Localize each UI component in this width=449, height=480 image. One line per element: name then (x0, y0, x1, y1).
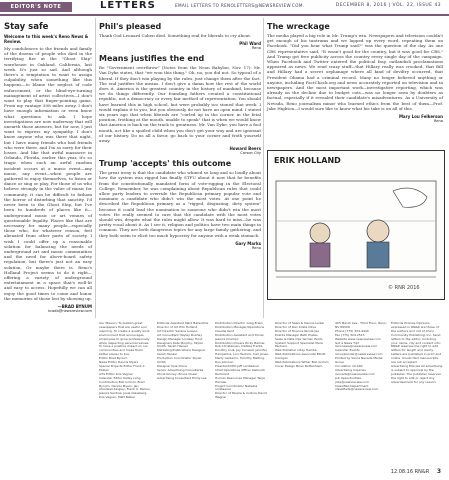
masthead-col: 405 Marsh Ave., Third Floor, Reno, NV 89509 Phone (775) 324-4440 Fax (775) 324-2515 Website www.newsreview.com Got a News Tip? renonews@newsreview.com Calendar Events renocalendar@newsreview.com Printed by Sierra Nevada Media Group Circulation 10,000 Advertising Inquiries renoads@newsreview.com Job Opportunities jobs@newsreview.com Classified Department classifieds@newsreview.com (335, 321, 387, 392)
editors-note-column (4, 22, 92, 313)
letter-author: Gary Marks (235, 240, 261, 246)
letter (99, 22, 261, 50)
page-header (0, 0, 449, 14)
letter-body: Thank God Leonard Cohen died. Something real for liberals to cry about. (99, 33, 252, 38)
letter-place: Reno (251, 46, 261, 51)
letter-body: The great irony is that the candidate who whined so long and so loudly about how the system was rigged has finally STFU about it now that he benefits from the constitutionally mandated form of vote-rigging in the Electoral College. Remember, he was complaining about Republican rules that could allow party leaders to override the Republican primary popular vote and nominate a candidate who didn't win the most votes. At one point he described the Republican primary as a "rigged, disgusting, dirty system" because it could lead the nomination to someone who didn't win the most votes. He really seemed to care that the candidate with the most votes should win, despite what the rules might allow. It was hard to miss—he was pretty vocal about it. As I see it, religion and politics have two main things in common. They are both dangerous topics for any large family gathering, and they both seem to elicit too much hypocrisy for anyone with a weak stomach. (99, 170, 261, 238)
letter-body: Re "Government overthrow" (Notes from the Neon Babylon, Nov. 17): Mr. Van Dyke states, that "we won this thing." Oh, no, you did not. So typical of a liberal. If they don't win playing by the rules, just change them after the fact. The end justifies the means. I don't give a damn how the rest of the world does it. America is the greatest country in the history of mankind, because we do things differently. Our founding fathers created a constitutional republic, not a democracy or every fair method of representation. You should have learned this in high school, but were probably too stoned that week. I would explain it to you, but you obviously do not have an open mind. I stated six years ago that when liberals are "curled up in the corner. in the fetal position, frothing at the mouth, unable to speak" that is when we would know that America is back on the track to greatness. Mr. Van Dyke, you have a fool mouth, act like a spoiled child when you don't get your way and are ignorant of our history. Do us all a favor, go back to your corner and froth yourself away. (99, 65, 261, 144)
masthead-col: Director of Sales & Dennis Leiker Director of Dev Krista Oliva Director of Finance Nicole Jae Events Manager Beth Prates Sales & Data Ops Yerman Pardo System Support Specialist Mara Pacheco Web Publisher Uday Hamba Web Publications Associate Elliott Carrigan Web Publications Writer Bob Grimm Cover Design Brian Bottenhiem (275, 321, 329, 368)
letter-headline: The wreckage (267, 22, 330, 31)
letter-place: Reno (433, 119, 443, 124)
letter (99, 159, 261, 250)
letter-author: Phil Ward (239, 41, 261, 47)
editor-body: My condolences to the friends and family of the dozens of people who died in the terrifying fire at the "Ghost Ship" warehouse in Oakland, California, last week. It's just so sad. And although there's a temptation to want to assign culpability, when something like this happens—to blame the neglect of code enforcement, or the blind-eye-turning management of artist collectives—I don't want to play that finger-pointing game. From my vantage 308 miles away, I don't have enough information or even know what questions to ask. I hope investigations are now underway that will unearth those answers, but for now, I just want to express my sympathy. I don't know anyone who was there that night, but I have many friends who had friends who were there, and I'm so sorry for their losses. And like that awful massacre in Orlando, Florida, earlier this year, it's so tragic when such an awful random incident occurs at a music event—any music, any event—when people are gathered to enjoy themselves, to listen or dance or sing or play. For those of us who believe strongly in the value of music for community, it can be difficult to fathom the horror of disturbing that sanctity. I'd never been to the Ghost Ship, but I've been to hundreds of places like it—underground music or art venues of questionable legality. Places like that are necessary for many people—especially those who, for whatever reason, feel alienated from other parts of society. I wish I could offer up a reasonable solution for balancing the needs of underground art and music communities and the need for above-board safety regulation, but there's just not an easy solution. Or maybe there is. Reno's Holland Project seems to do it right—offering a variety of underground entertainment in a space that's well-lit and easy to access. Hopefully we can all enjoy the good times to come and honor the memories of those lost by showing up. (4, 46, 92, 301)
masthead-col: Editorial Assistant Mark Ballentine Director of Art Erik Holland Art Director Serene Lusano Art Consultant Hayley Doshay Design Manager Lindsay Trout Designers Kate Murphy, Skyler Smith, Sarah Hansel Marketing/Publications Designer Sarah Hansel Production Coordinator Skyler Smith Designer Kyle Shine Senior Advertising Consultants Olivia Kinney, Bruce Cissel Advertising Consultant Emily Lee (157, 321, 209, 380)
column-divider (263, 18, 264, 318)
header-rule (0, 14, 449, 16)
column-divider (95, 18, 96, 318)
editor-signature: —BRAD BYNUM (57, 303, 92, 309)
masthead (99, 322, 449, 472)
letters-column (99, 22, 261, 254)
letter-place: Carson City (240, 151, 261, 156)
page-number: 3 (436, 468, 441, 475)
cartoon-credit: © RNR 2016 (388, 285, 420, 291)
footer-paper: RN&R (414, 469, 430, 475)
letter-headline: Phil's pleased (99, 22, 162, 31)
letter (99, 54, 261, 155)
editor-headline: Stay safe (4, 22, 49, 32)
footer-date: 12.08.16 (390, 469, 414, 475)
editorial-cartoon (267, 150, 445, 300)
masthead-col: Distribution Director Greg Erwin Distribution Manager/Operations Claudia Kent Distribution Assistant and Driver Jessica Ocampo Distribution Drivers Ricky Barlow, Rob Christensen, Debbie Frantz, Dorothy Colli, Jay Conwell, Jennifer Hampshire, Lori Hedrick, Carl Jones, Marty Lazzarini, Timothy Meiting, Ron Johnson President/CEO Jeff vonKaenel Chief Operations Officer Deborah Redmond Human Resources Manager Tanja Hanalei Project Coordinator Natasha vonKaenel Director of People & Culture David Wagner (215, 321, 269, 400)
letter-author: Mary Lou Felkerson (398, 114, 443, 120)
masthead-col: Editorial Policies Opinions expressed in RN&R are those of the authors and not of Chico Community Publishing, Inc. Send letters to the editor, including your name, city and contact info; RN&R reserves the right to edit letters for length and clarity. Letters are published in print and online. Unsolicited manuscripts are not accepted. Advertising Policies All advertising is subject to approval by the publisher. The publisher reserves the right to edit or reject any advertisement for any reason. (391, 321, 443, 384)
section-title: LETTERS (100, 0, 156, 11)
masthead-col: Our Mission: To publish great newspapers that are useful and inspiring. To create a quality work environment that encourages employees to grow professionally while respecting personal values. To have a positive impact on our communities and make them better places to live. Editor Brad Bynum News Editor Dennis Myers Special Projects Editor Frank X. Mullen Arts Editor Kris Vagner Calendar Editor Kelley Lang Contributors Bob Grimm, Brad Bynum, Dennis Myers, Jeri Chadwell-Singley, Frank X. Mullen, Jessica Santina, Josie Glassberg, Kris Vagner, Matt Bieker (99, 321, 151, 400)
editor-email: bradb@newsreview.com (48, 308, 92, 313)
page-footer (391, 468, 441, 475)
cartoon-illustration (268, 151, 444, 299)
editor-deck: Welcome to this week's Reno News & Review. (4, 34, 89, 44)
letter-author: Howard Beers (229, 146, 261, 152)
email-line: EMAIL LETTERS TO RENOLETTERS@NEWSREVIEW.COM. (175, 3, 305, 8)
cartoon-title: ERIK HOLLAND (274, 156, 341, 165)
editors-note-label: EDITOR'S NOTE (0, 2, 72, 12)
letter-headline: Trump 'accepts' this outcome (99, 159, 232, 169)
letter-headline: Means justifies the end (99, 54, 205, 64)
letter-body: The media played a big role in Mr. Trump's win. Newspapers and television couldn't get enough of his tantrums and we lapped up every word, repeating them on Facebook. "Did you hear what Trump said?" was the question of the day. As one CBS representative said, "It wasn't good for the country, but it was good for CBS." And Trump got free publicity across the country every single day of the campaign. When Facebook and Twitter entered the political fray, outlandish proclamations appeared as news. We read crazy stuff—that Hillary really was crooked, that Bill and Hillary had a secret orphanage where all kind of deviltry occurred, that President Obama had a criminal record. Many no longer believed anything or anyone, including FactCheck.org and news accurately reported on television and in newspapers. And the most important work—investigative reporting, which was already on the decline due to budget cuts—was no longer seen by doubters as factual, especially if it revealed their candidate's misadventures. As a University of Nevada, Reno journalism minor who learned ethics from the best of them—Prof. Jake Highton—I would sure like to know what his take is on all of this. (267, 33, 443, 111)
issue-line: DECEMBER 8, 2016 | VOL. 22, ISSUE 43 (335, 3, 441, 8)
letters-column-right (267, 22, 443, 123)
letter-place: Reno (251, 245, 261, 250)
